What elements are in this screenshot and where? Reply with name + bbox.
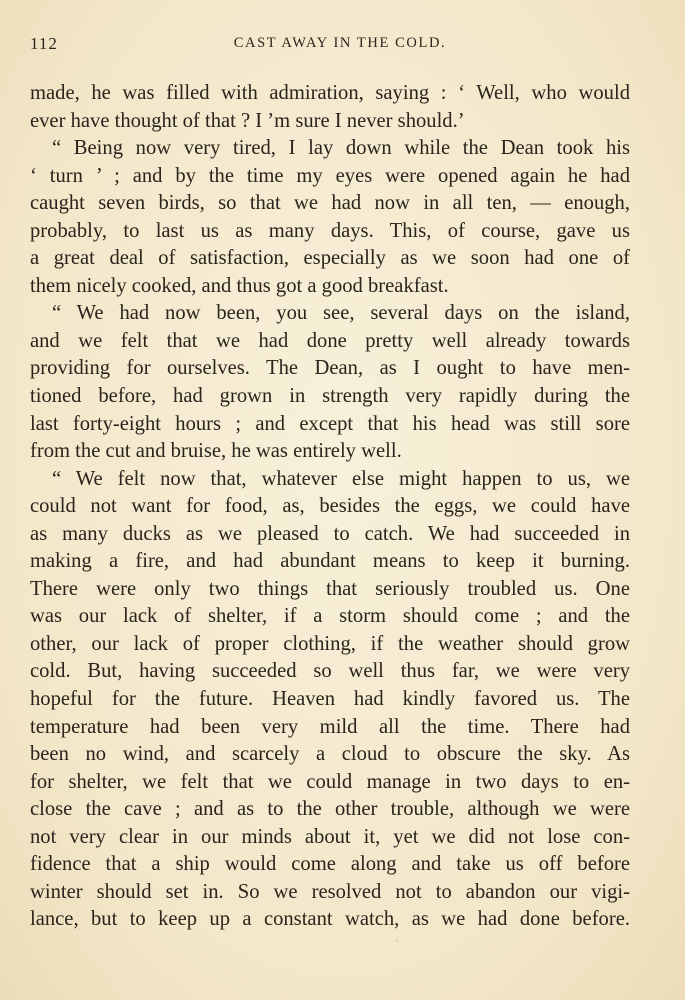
text-line: a great deal of satisfaction, especially as we soon had one of [30, 247, 630, 270]
text-line: tioned before, had grown in strength very rapidly during the [30, 385, 630, 408]
body-text [30, 80, 630, 934]
text-line: temperature had been very mild all the time. There had [30, 715, 630, 738]
paragraph [30, 466, 630, 934]
paragraph [30, 300, 630, 465]
text-line: winter should set in. So we resolved not to abandon our vigi- [30, 880, 630, 903]
page-number: 112 [30, 34, 58, 53]
text-line: “ We felt now that, whatever else might happen to us, we [52, 467, 630, 490]
text-line: fidence that a ship would come along and take us off before [30, 853, 630, 876]
paragraph [30, 135, 630, 300]
text-line: and we felt that we had done pretty well already towards [30, 329, 630, 352]
paragraph [30, 80, 630, 135]
text-line: as many ducks as we pleased to catch. We had succeeded in [30, 522, 630, 545]
text-line: caught seven birds, so that we had now in all ten, — enough, [30, 192, 630, 215]
text-line: for shelter, we felt that we could manage in two days to en- [30, 770, 630, 793]
text-line: lance, but to keep up a constant watch, as we had done before. [30, 908, 630, 931]
running-head [30, 34, 630, 58]
running-title: CAST AWAY IN THE COLD. [233, 35, 447, 51]
paper-speck [340, 978, 341, 979]
text-line: providing for ourselves. The Dean, as I ought to have men- [30, 357, 630, 380]
text-line: last forty-eight hours ; and except that his head was still sore [30, 412, 630, 435]
text-line: them nicely cooked, and thus got a good breakfast. [30, 274, 449, 297]
text-line: other, our lack of proper clothing, if the weather should grow [30, 632, 630, 655]
text-line: made, he was filled with admiration, saying : ‘ Well, who would [30, 82, 630, 104]
text-line: “ Being now very tired, I lay down while the Dean took his [52, 137, 630, 160]
text-line: been no wind, and scarcely a cloud to obscure the sky. As [30, 743, 630, 766]
text-line: could not want for food, as, besides the eggs, we could have [30, 495, 630, 518]
text-line: was our lack of shelter, if a storm should come ; and the [30, 605, 630, 628]
paper-speck [396, 940, 398, 942]
text-line: ever have thought of that ? I ’m sure I never should.’ [30, 109, 465, 132]
text-line: not very clear in our minds about it, yet we did not lose con- [30, 825, 630, 848]
text-line: probably, to last us as many days. This, of course, gave us [30, 219, 630, 242]
text-line: “ We had now been, you see, several days on the island, [52, 302, 630, 325]
text-line: making a fire, and had abundant means to keep it burning. [30, 550, 630, 573]
text-line: hopeful for the future. Heaven had kindly favored us. The [30, 688, 630, 711]
text-line: ‘ turn ’ ; and by the time my eyes were opened again he had [30, 164, 630, 187]
text-line: close the cave ; and as to the other trouble, although we were [30, 798, 630, 821]
text-line: There were only two things that seriously troubled us. One [30, 577, 630, 600]
text-line: from the cut and bruise, he was entirely well. [30, 440, 402, 463]
text-line: cold. But, having succeeded so well thus far, we were very [30, 660, 630, 683]
